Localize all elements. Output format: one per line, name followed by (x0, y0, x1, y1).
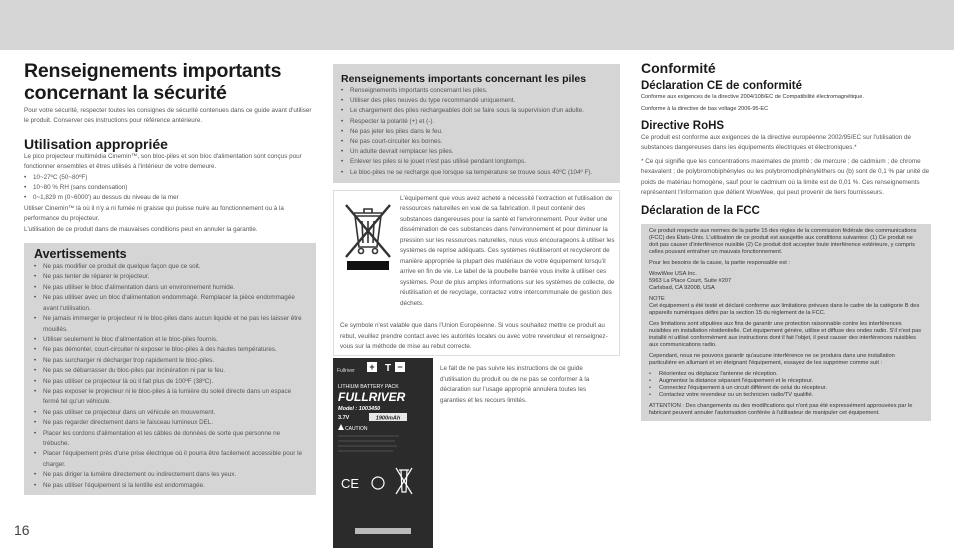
list-item: • Placer l'équipement près d'une prise électrique où il pourra être facilement accessible pour le charger. (34, 449, 308, 470)
usage-conditions-list (24, 173, 316, 204)
list-item: • Ne pas utiliser ce projecteur là où il fait plus de 100ºF (38ºC). (34, 377, 308, 387)
battery-brand-label: FULLRIVER (338, 390, 406, 404)
conformity-heading: Conformité (641, 60, 716, 76)
list-item: • Utiliser des piles neuves du type recommandé uniquement. (341, 96, 612, 106)
usage-text-3: L'utilisation de ce produit dans de mauvaises conditions peut en annuler la garantie. (24, 225, 258, 233)
column-safety (24, 58, 316, 495)
battery-label-image (333, 358, 433, 548)
list-item: • Utiliser seulement le bloc d'alimentation et le bloc-piles fournis. (34, 335, 308, 345)
battery-capacity-label: 1900mAh (375, 415, 401, 422)
list-item: • Ne pas surcharger ni décharger trop rapidement le bloc-piles. (34, 356, 308, 366)
fcc-heading: Déclaration de la FCC (641, 205, 760, 218)
list-item: • Ne pas modifier ce produit de quelque façon que ce soit. (34, 262, 308, 272)
safety-intro: Pour votre sécurité, respecter toutes les consignes de sécurité contenues dans ce guide avant d'utiliser le produit. Conserver ces instructions pour référence antérieure. (24, 107, 312, 125)
usage-text: Le pico projecteur multimédia Cinemin™, son bloc-piles et son bloc d'alimentation sont conçus pour fonctionner ensembles et êtres utilisés à l'intérieur de votre demeure. (24, 152, 302, 171)
page-title (24, 60, 316, 104)
list-item: • Réorientez ou déplacez l'antenne de réception. (649, 371, 923, 378)
batteries-box (333, 64, 620, 183)
batteries-heading: Renseignements importants concernant les piles (341, 73, 587, 85)
rohs-text-2: * Ce qui signifie que les concentrations maximales de plomb ; de mercure ; de cadmium ; de chrome hexavalent ; de polybromobiphényles ou les polybromodiphényléthers ou (b) sont de 0,1 % par unité de poids de matériau homogène, sauf pour le cadmium où la limite est de 0,01 %. Ces renseignements représentent l'information que détient WowWee, qui peut provenir de tiers fournisseurs. (641, 157, 930, 197)
eu-text: Ce symbole n'est valable que dans l'Union Européenne. Si vous souhaitez mettre ce produit au rebut, veuillez prendre contact avec les autorités locales ou avec votre revendeur et renseignez-vous sur la méthode de mise au rebut correcte. (340, 322, 608, 351)
column-batteries (333, 64, 620, 491)
list-item: • Ne pas tenter de réparer le projecteur. (34, 272, 308, 282)
list-item: • Connectez l'équipement à un circuit différent de celui du récepteur. (649, 385, 923, 392)
list-item: • Augmentez la distance séparant l'équipement et le récepteur. (649, 378, 923, 385)
fcc-note-heading: NOTE (649, 296, 665, 303)
recycling-text-block (400, 194, 616, 310)
warnings-box (24, 243, 316, 495)
fcc-paragraph-3: Ces limitations sont stipulées aux fins de garantir une protection raisonnable contre les interférences nuisibles en installation résidentielle. Cet équipement génère, utilise et diffuse des ondes radio. S'il n'est pas installé ni utilisé conformément aux instructions dont il fait l'objet, il peut causer des interférences nuisibles aux communications radio. (649, 321, 922, 349)
fcc-box (641, 224, 931, 421)
fcc-remedies-list (649, 371, 923, 399)
ce-text-2: Conforme à la directive de bas voltage 2006-95-EC (641, 106, 769, 112)
svg-text:+: + (369, 362, 375, 372)
column-conformity (641, 58, 931, 421)
usage-text-2: Utiliser Cinemin™ là où il n'y a ni fumée ni graisse qui puisse nuire au fonctionnement ou à la performance du projecteur. (24, 204, 284, 223)
list-item: • Ne pas se débarrasser du bloc-piles par incinération ni par le feu. (34, 366, 308, 376)
battery-brand-small: Fullriver (337, 368, 355, 374)
list-item: • Le bloc-piles ne se recharge que lorsque sa température se trouve sous 40ºC (104º F). (341, 168, 612, 178)
eu-text-block (340, 321, 615, 353)
top-banner (0, 0, 954, 50)
title-line-1: Renseignements importants (24, 60, 282, 82)
list-item: • Ne pas exposer le projecteur ni le bloc-piles à la lumière du soleil directe dans un espace fermé tel qu'un véhicule. (34, 387, 308, 408)
batteries-list (341, 86, 612, 178)
list-item: • 0~1,829 m (0~6000') au dessus du niveau de la mer (24, 193, 316, 203)
list-item: • Enlever les piles si le jouet n'est pas utilisé pendant longtemps. (341, 157, 612, 167)
battery-caution-label: CAUTION (345, 426, 368, 432)
list-item: • Placer les cordons d'alimentation et les câbles de données de sorte que personne ne trébuche. (34, 429, 308, 450)
fcc-paragraph-2: Pour les besoins de la cause, la partie responsable est : (649, 260, 791, 267)
rohs-text-1: Ce produit est conforme aux exigences de la directive européenne 2002/95/EC sur l'utilisation de substances dangereuses dans les équipements électriques et électroniques.* (641, 134, 912, 152)
list-item: • Ne jamais immerger le projecteur ni le bloc-piles dans aucun liquide et ne pas les laisser être mouillés. (34, 314, 308, 335)
list-item: • 10~27ºC (50~80ºF) (24, 173, 316, 183)
fcc-paragraph-4: Cependant, nous ne pouvons garantir qu'aucune interférence ne se produira dans une installation particulière en allumant et en éteignant l'équipement, essayez de les supprimer comme suit : (649, 353, 895, 367)
battery-text-block (440, 364, 605, 406)
list-item: • Ne pas court-circuiter les bornes. (341, 137, 612, 147)
rohs-heading: Directive RoHS (641, 120, 725, 132)
recycling-box (333, 190, 620, 356)
battery-model-label: Model : 1003450 (338, 406, 381, 412)
list-item: • Ne pas utiliser l'équipement si la lentille est endommagée. (34, 481, 308, 491)
page-number: 16 (14, 522, 30, 538)
usage-heading: Utilisation appropriée (24, 135, 168, 152)
list-item: • Ne pas diriger la lumière directement ou indirectement dans les yeux. (34, 470, 308, 480)
svg-text:−: − (397, 362, 403, 372)
list-item: • Contactez votre revendeur ou un technicien radio/TV qualifié. (649, 392, 923, 399)
recycling-text: L'équipement que vous avez acheté a nécessité l'extraction et l'utilisation de ressources naturelles en vue de sa fabrication. Il peut contenir des substances dangereuses pour la santé et l'environnement. Pour éviter une dissémination de ces substances dans l'environnement et pour diminuer la pression sur les ressources naturelles, nous vous encourageons à utiliser les systèmes de reprise adéquats. Ces systèmes réutiliseront et recycleront de manière appropriée la plupart des matériaux de votre équipement lorsqu'il arrive en fin de vie. Le label de la poubelle barrée vous invite à utiliser ces systèmes. Pour de plus amples informations sur les systèmes de collecte, de réutilisation et de recyclage, contactez votre intercommunale de gestion des déchets. (400, 194, 615, 307)
svg-text:T: T (385, 363, 392, 374)
list-item: • Ne pas démonter, court-circuiter ni exposer le bloc-piles à des hautes températures. (34, 345, 308, 355)
list-item: • Ne pas utiliser avec un bloc d'alimentation endommagé. Remplacer la pièce endommagée avant l'utilisation. (34, 293, 308, 314)
list-item: • 10~80 % RH (sans condensation) (24, 183, 316, 193)
fcc-attention-text: ATTENTION : Des changements ou des modifications qui n'ont pas été expressément approuvées par le fabricant peuvent annuler l'autorisation conférée à l'utilisateur de manipuler cet équipement. (649, 403, 913, 417)
list-item: • Ne pas utiliser ce projecteur dans un véhicule en mouvement. (34, 408, 308, 418)
svg-text:CE: CE (341, 476, 360, 491)
fcc-address-line-2: 5963 La Place Court, Suite #207 (649, 278, 732, 285)
list-item: • Un adulte devrait remplacer les piles. (341, 147, 612, 157)
warnings-list (34, 262, 308, 491)
battery-pack-label: LITHIUM BATTERY PACK (338, 384, 399, 390)
battery-voltage-label: 3.7V (338, 415, 350, 421)
fcc-address-line-1: WowWee USA Inc. (649, 271, 697, 278)
list-item: • Respecter la polarité (+) et (-). (341, 117, 612, 127)
ce-text-1: Conforme aux exigences de la directive 2004/108/EC de Compatibilité électromagnétique. (641, 94, 864, 100)
fcc-address-line-3: Carlsbad, CA 92008, USA (649, 285, 715, 292)
list-item: • Renseignements importants concernant les piles. (341, 86, 612, 96)
list-item: • Le chargement des piles rechargeables doit se faire sous la supervision d'un adulte. (341, 106, 612, 116)
battery-text: Le fait de ne pas suivre les instructions de ce guide d'utilisation du produit ou de ne pas se conformer à la déclaration sur l'usage approprié annulera toutes les garanties et les recours limités. (440, 365, 590, 404)
crossed-bin-icon (340, 199, 396, 273)
warnings-heading: Avertissements (34, 247, 127, 262)
ce-heading: Déclaration CE de conformité (641, 80, 803, 92)
list-item: • Ne pas regarder directement dans le faisceau lumineux DEL. (34, 418, 308, 428)
list-item: • Ne pas utiliser le bloc d'alimentation dans un environnement humide. (34, 283, 308, 293)
title-line-2: concernant la sécurité (24, 82, 227, 104)
fcc-paragraph-1: Ce produit respecte aux normes de la partie 15 des règles de la commission fédérale des communications (FCC) des États-Unis. L'utilisation de ce produit est assujettie aux conditions suivantes: (1) Ce produit ne doit pas causer d'interférence nuisible (2) Ce produit doit accepter toute interférence extérieure, y compris celles pouvant entraîner un mauvais fonctionnement. (649, 228, 917, 256)
list-item: • Ne pas jeter les piles dans le feu. (341, 127, 612, 137)
fcc-note-text: Cet équipement a été testé et déclaré conforme aux limitations prévues dans le cadre de la catégorie B des appareils numériques défini par la section 15 du règlement de la FCC. (649, 303, 920, 317)
